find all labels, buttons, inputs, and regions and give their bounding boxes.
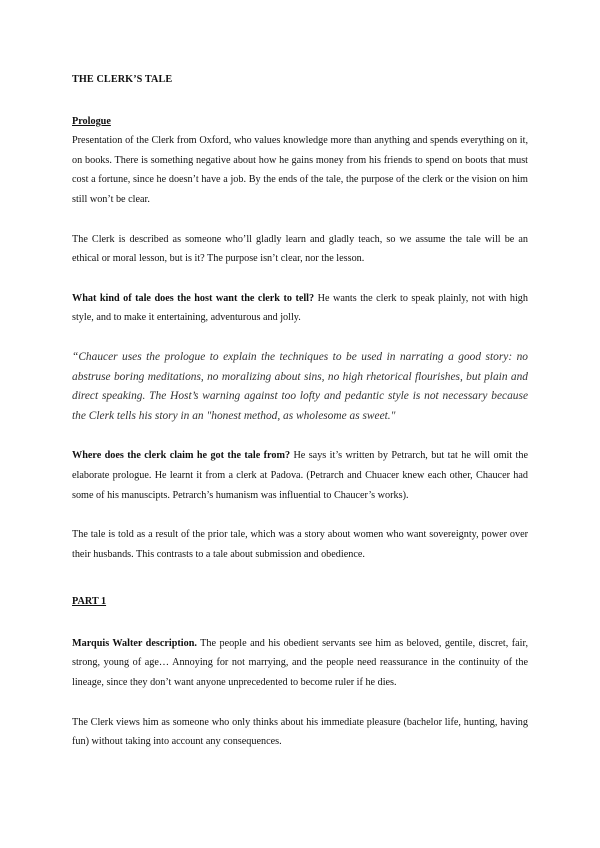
host-question-answer: He wants the clerk to speak plainly, not with high style, and to make it entertaining, adventurous and jolly.: [72, 292, 528, 324]
prologue-heading: Prologue: [72, 115, 111, 127]
walter-text: The people and his obedient servants see him as beloved, gentile, discret, fair, strong, young of age… Annoying for not marrying, and the people need reassurance in the continuity of the lineage, since they don’t want anyone unprecedented to become ruler if he dies.: [72, 637, 528, 689]
chaucer-quote: “Chaucer uses the prologue to explain the techniques to be used in narrating a good story: no abstruse boring meditations, no moralizing about sins, no high rhetorical flourishes, but plain and direct speaking. The Host’s warning against too lofty and pedantic style is not necessary because the Clerk tells his story in an "honest method, as wholesome as sweet.": [72, 350, 528, 422]
prologue-paragraph-1: Presentation of the Clerk from Oxford, who values knowledge more than anything and spends everything on it, on books. There is something negative about how he gains money from his friends to spend on boots that must cost a fortune, since he doesn’t have a job. By the ends of the tale, the purpose of the clerk or the vision on him still won’t be clear.: [72, 135, 528, 205]
walter-label: Marquis Walter description.: [72, 637, 197, 649]
walter-paragraph: [72, 634, 528, 693]
part1-paragraph-2: The Clerk views him as someone who only thinks about his immediate pleasure (bachelor life, hunting, having fun) without taking into account any consequences.: [72, 716, 528, 748]
prologue-paragraph-3: The tale is told as a result of the prior tale, which was a story about women who want sovereignty, power over their husbands. This contrasts to a tale about submission and obedience.: [72, 529, 528, 560]
host-question: What kind of tale does the host want the clerk to tell?: [72, 292, 315, 304]
source-question-answer: He says it’s written by Petrarch, but tat he will omit the elaborate prologue. He learnt it from a clerk at Padova. (Petrarch and Chuacer knew each other, Chaucer had some of his manuscipts. Petrarch’s humanism was influential to Chaucer’s works).: [72, 450, 528, 501]
document-page: [72, 70, 528, 772]
document-title: THE CLERK’S TALE: [72, 74, 173, 85]
prologue-paragraph-2: The Clerk is described as someone who’ll gladly learn and gladly teach, so we assume the tale will be an ethical or moral lesson, but is it? The purpose isn’t clear, nor the lesson.: [72, 233, 528, 265]
part1-heading: PART 1: [72, 596, 107, 608]
source-question-paragraph: [72, 446, 528, 505]
host-question-paragraph: [72, 289, 528, 328]
source-question: Where does the clerk claim he got the tale from?: [72, 450, 291, 462]
